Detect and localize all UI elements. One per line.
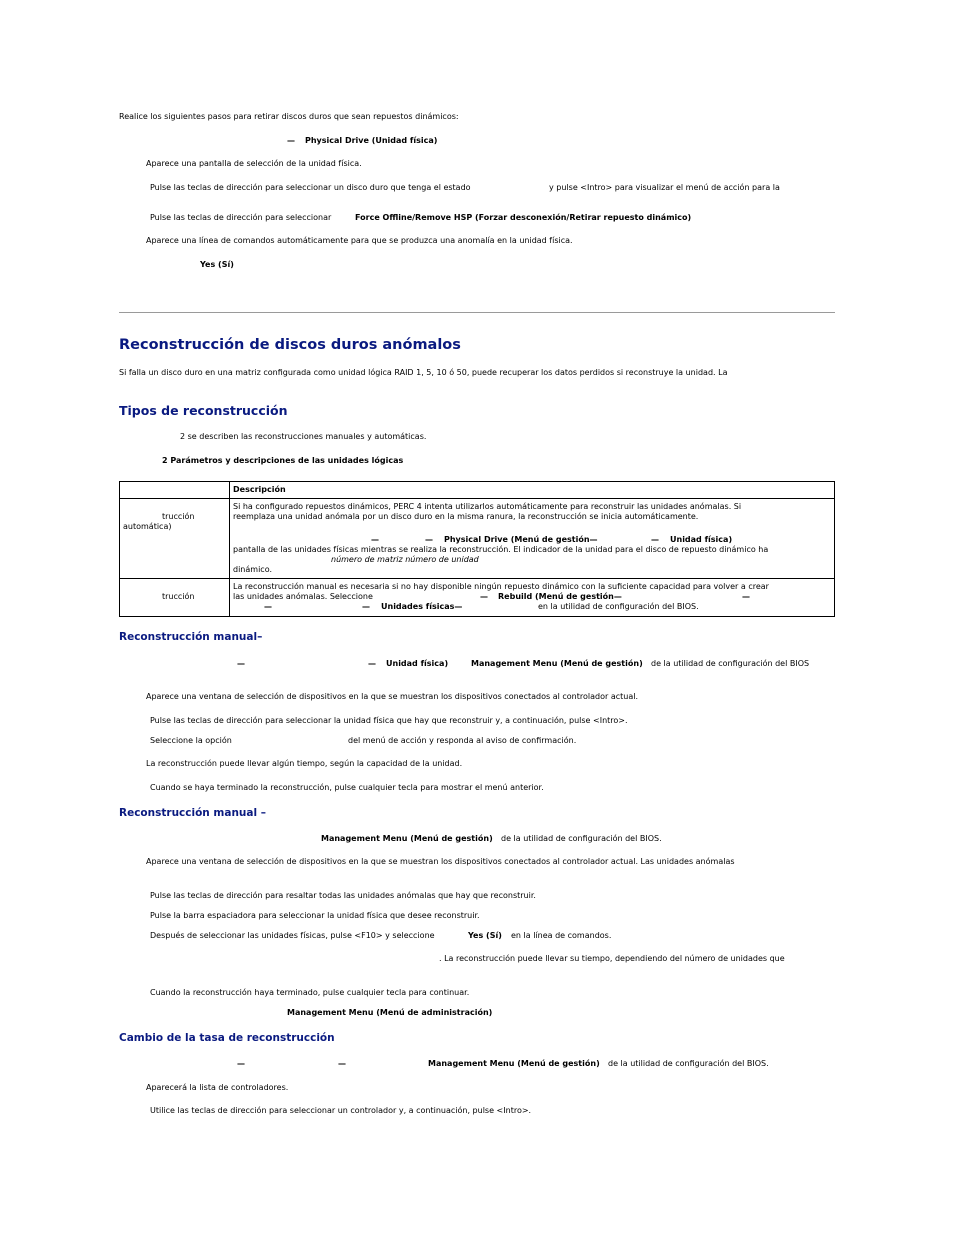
step-text: de la utilidad de configuración del BIOS. bbox=[608, 1059, 769, 1068]
dash: — bbox=[362, 602, 370, 611]
row-label: automática) bbox=[123, 522, 172, 531]
step-text: Cuando la reconstrucción haya terminado, pulse cualquier tecla para continuar. bbox=[150, 988, 470, 997]
dash: — bbox=[480, 592, 488, 601]
dash: — bbox=[237, 659, 245, 668]
step-text: de la utilidad de configuración del BIOS bbox=[651, 659, 810, 668]
row-bold: Unidad física) bbox=[670, 535, 733, 544]
step-text: de la utilidad de configuración del BIOS. bbox=[501, 834, 662, 843]
physical-drive-label: Physical Drive (Unidad física) bbox=[305, 136, 438, 145]
dash: — bbox=[742, 592, 750, 601]
admin-menu-label: Management Menu (Menú de administración) bbox=[287, 1008, 493, 1017]
table-row-label bbox=[120, 579, 230, 617]
rebuild-heading: Reconstrucción de discos duros anómalos bbox=[119, 337, 461, 353]
step-note: Aparece una ventana de selección de dispositivos en la que se muestran los dispositivos conectados al controlador actual. bbox=[146, 692, 638, 701]
step-text: del menú de acción y responda al aviso de confirmación. bbox=[348, 736, 577, 745]
row-bold: Unidades físicas— bbox=[381, 602, 463, 611]
dash: — bbox=[368, 659, 376, 668]
step-text: Pulse las teclas de dirección para seleccionar la unidad física que hay que reconstruir y, a continuación, pulse <Intro>. bbox=[150, 716, 628, 725]
table-row-desc bbox=[230, 499, 835, 579]
row-label: trucción bbox=[162, 512, 195, 521]
table-caption: 2 Parámetros y descripciones de las unidades lógicas bbox=[162, 456, 404, 465]
row-text: La reconstrucción manual es necesaria si no hay disponible ningún repuesto dinámico con la suficiente capacidad para volver a crear bbox=[233, 582, 769, 591]
step-text: Pulse las teclas de dirección para seleccionar bbox=[150, 213, 332, 222]
rebuild-types-text: 2 se describen las reconstrucciones manuales y automáticas. bbox=[180, 432, 427, 441]
row-bold: Rebuild (Menú de gestión— bbox=[498, 592, 622, 601]
table-header-cell bbox=[230, 482, 835, 499]
step-text: Después de seleccionar las unidades físicas, pulse <F10> y seleccione bbox=[150, 931, 435, 940]
force-offline-label: Force Offline/Remove HSP (Forzar desconexión/Retirar repuesto dinámico) bbox=[355, 213, 692, 222]
step-text: Pulse la barra espaciadora para seleccionar la unidad física que desee reconstruir. bbox=[150, 911, 480, 920]
rebuild-intro: Si falla un disco duro en una matriz configurada como unidad lógica RAID 1, 5, 10 ó 50, puede recuperar los datos perdidos si reconstruye la unidad. La bbox=[119, 368, 728, 377]
step-text: Utilice las teclas de dirección para seleccionar un controlador y, a continuación, pulse <Intro>. bbox=[150, 1106, 532, 1115]
step-text: en la línea de comandos. bbox=[511, 931, 612, 940]
rebuild-types-heading: Tipos de reconstrucción bbox=[119, 403, 288, 418]
step-text: Pulse las teclas de dirección para seleccionar un disco duro que tenga el estado bbox=[150, 183, 471, 192]
unit-label: Unidad física) bbox=[386, 659, 449, 668]
dash: — bbox=[237, 1059, 245, 1068]
table-row-label bbox=[120, 499, 230, 579]
management-menu-label: Management Menu (Menú de gestión) bbox=[321, 834, 493, 843]
step-note: Aparece una ventana de selección de dispositivos en la que se muestran los dispositivos conectados al controlador actual. Las unidades anómalas bbox=[146, 857, 735, 866]
dash: — bbox=[651, 535, 659, 544]
row-italic: número de matriz número de unidad bbox=[331, 555, 479, 564]
rebuild-rate-heading: Cambio de la tasa de reconstrucción bbox=[119, 1032, 335, 1044]
row-bold: Physical Drive (Menú de gestión— bbox=[444, 535, 598, 544]
row-text: Si ha configurado repuestos dinámicos, PERC 4 intenta utilizarlos automáticamente para reconstruir las unidades anómalas. Si bbox=[233, 502, 742, 511]
dash: — bbox=[264, 602, 272, 611]
step-text: y pulse <Intro> para visualizar el menú de acción para la bbox=[549, 183, 780, 192]
manual-rebuild-heading: Reconstrucción manual– bbox=[119, 631, 263, 643]
table-header-description: Descripción bbox=[233, 485, 286, 494]
dash: — bbox=[371, 535, 379, 544]
management-menu-label: Management Menu (Menú de gestión) bbox=[471, 659, 643, 668]
step-text: Cuando se haya terminado la reconstrucción, pulse cualquier tecla para mostrar el menú anterior. bbox=[150, 783, 544, 792]
yes-label: Yes (Sí) bbox=[468, 931, 502, 940]
section-divider bbox=[119, 312, 835, 313]
step-note: Aparecerá la lista de controladores. bbox=[146, 1083, 289, 1092]
step-note: Aparece una línea de comandos automáticamente para que se produzca una anomalía en la unidad física. bbox=[146, 236, 573, 245]
step-note: La reconstrucción puede llevar algún tiempo, según la capacidad de la unidad. bbox=[146, 759, 463, 768]
row-text: las unidades anómalas. Seleccione bbox=[233, 592, 373, 601]
row-text: dinámico. bbox=[233, 565, 272, 574]
dash: — bbox=[425, 535, 433, 544]
row-label: trucción bbox=[162, 592, 195, 601]
rebuild-types-table bbox=[119, 481, 835, 617]
yes-label: Yes (Sí) bbox=[200, 260, 234, 269]
row-text: reemplaza una unidad anómala por un disco duro en la misma ranura, la reconstrucción se inicia automáticamente. bbox=[233, 512, 699, 521]
row-text: en la utilidad de configuración del BIOS. bbox=[538, 602, 699, 611]
management-menu-label: Management Menu (Menú de gestión) bbox=[428, 1059, 600, 1068]
step-text: Seleccione la opción bbox=[150, 736, 232, 745]
step-note: Aparece una pantalla de selección de la unidad física. bbox=[146, 159, 362, 168]
hotspare-intro: Realice los siguientes pasos para retirar discos duros que sean repuestos dinámicos: bbox=[119, 112, 459, 121]
step-text: Pulse las teclas de dirección para resaltar todas las unidades anómalas que hay que reconstruir. bbox=[150, 891, 536, 900]
step-note: . La reconstrucción puede llevar su tiempo, dependiendo del número de unidades que bbox=[439, 954, 785, 963]
row-text: pantalla de las unidades físicas mientras se realiza la reconstrucción. El indicador de la unidad para el disco de repuesto dinámico ha bbox=[233, 545, 769, 554]
dash: — bbox=[338, 1059, 346, 1068]
dash: — bbox=[287, 136, 295, 145]
table-row-desc bbox=[230, 579, 835, 617]
manual-rebuild-multi-heading: Reconstrucción manual – bbox=[119, 807, 266, 819]
table-header-cell bbox=[120, 482, 230, 499]
